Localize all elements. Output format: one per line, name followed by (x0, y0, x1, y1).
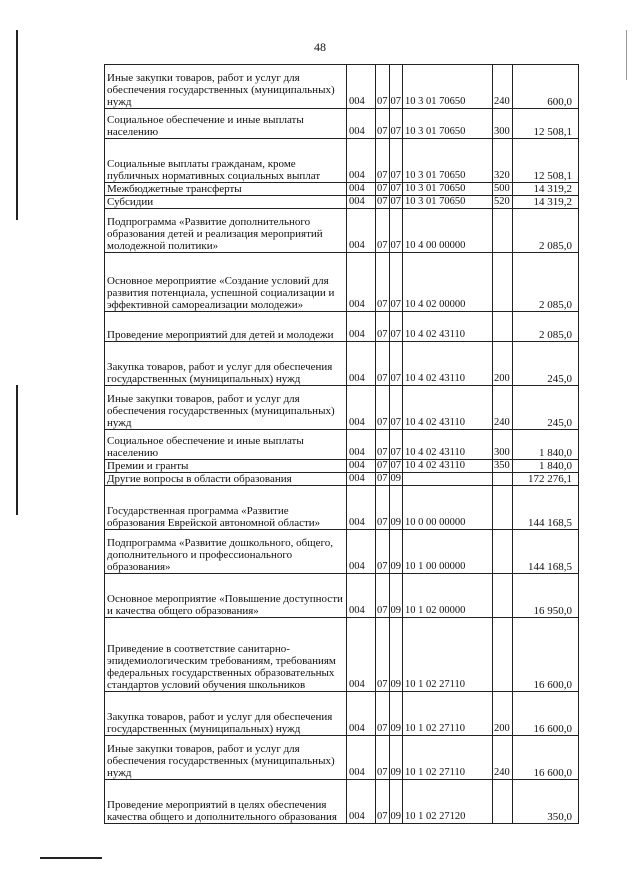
page-number: 48 (314, 40, 326, 54)
section-code: 07 (376, 109, 390, 139)
section-code: 07 (376, 430, 390, 460)
row-name: Межбюджетные трансферты (105, 183, 347, 196)
margin-rule-right (626, 30, 627, 80)
subsection-code: 07 (389, 139, 403, 183)
target-article-code: 10 1 00 00000 (403, 530, 493, 574)
subsection-code: 09 (389, 486, 403, 530)
expense-type-code: 350 (493, 460, 513, 473)
budget-table-body (105, 65, 579, 824)
expense-type-code (493, 312, 513, 342)
section-code: 07 (376, 342, 390, 386)
ministry-code: 004 (347, 196, 376, 209)
expense-type-code: 320 (493, 139, 513, 183)
row-name: Основное мероприятие «Создание условий для развития потенциала, успешной социализации и эффективной самореализации молодежи» (105, 253, 347, 312)
table-row (105, 386, 579, 430)
section-code: 07 (376, 574, 390, 618)
ministry-code: 004 (347, 312, 376, 342)
amount: 16 600,0 (513, 692, 579, 736)
target-article-code: 10 4 02 00000 (403, 253, 493, 312)
row-name: Социальное обеспечение и иные выплаты населению (105, 109, 347, 139)
expense-type-code (493, 486, 513, 530)
expense-type-code (493, 253, 513, 312)
subsection-code: 09 (389, 780, 403, 824)
table-row (105, 65, 579, 109)
expense-type-code: 520 (493, 196, 513, 209)
section-code: 07 (376, 386, 390, 430)
target-article-code: 10 3 01 70650 (403, 65, 493, 109)
section-code: 07 (376, 486, 390, 530)
section-code: 07 (377, 183, 388, 194)
target-article-code: 10 3 01 70650 (403, 196, 493, 209)
ministry-code: 004 (347, 65, 376, 109)
amount: 16 600,0 (513, 736, 579, 780)
section-code: 07 (376, 618, 390, 692)
amount: 245,0 (513, 342, 579, 386)
subsection-code: 09 (389, 530, 403, 574)
ministry-code: 004 (347, 473, 376, 486)
ministry-code: 004 (347, 460, 376, 473)
table-row (105, 139, 579, 183)
amount: 172 276,1 (513, 473, 579, 486)
subsection-code: 07 (389, 253, 403, 312)
amount: 16 600,0 (513, 618, 579, 692)
expense-type-code (493, 473, 513, 486)
row-name: Закупка товаров, работ и услуг для обеспечения государственных (муниципальных) нужд (105, 692, 347, 736)
section-code: 07 (376, 780, 390, 824)
amount: 14 319,2 (513, 196, 579, 209)
margin-rule-left-lower (16, 385, 18, 515)
subsection-code: 07 (390, 183, 401, 194)
row-name: Иные закупки товаров, работ и услуг для обеспечения государственных (муниципальных) нужд (105, 386, 347, 430)
target-article-code: 10 1 02 27110 (403, 736, 493, 780)
row-name: Субсидии (105, 196, 347, 209)
subsection-code: 07 (389, 65, 403, 109)
row-name: Другие вопросы в области образования (105, 473, 347, 486)
amount: 144 168,5 (513, 486, 579, 530)
expense-type-code: 240 (493, 65, 513, 109)
subsection-code: 07 (389, 386, 403, 430)
section-code: 07 (377, 473, 388, 484)
amount: 2 085,0 (513, 209, 579, 253)
table-row (105, 486, 579, 530)
ministry-code: 004 (347, 692, 376, 736)
table-row (105, 196, 579, 209)
row-name: Премии и гранты (105, 460, 347, 473)
target-article-code: 10 1 02 00000 (403, 574, 493, 618)
table-row (105, 109, 579, 139)
amount: 14 319,2 (513, 183, 579, 196)
target-article-code: 10 4 00 00000 (403, 209, 493, 253)
target-article-code: 10 1 02 27110 (403, 618, 493, 692)
subsection-code: 07 (389, 342, 403, 386)
target-article-code: 10 4 02 43110 (403, 312, 493, 342)
ministry-code: 004 (347, 780, 376, 824)
subsection-code: 07 (390, 196, 401, 207)
target-article-code: 10 4 02 43110 (403, 342, 493, 386)
ministry-code: 004 (347, 736, 376, 780)
subsection-code: 07 (389, 430, 403, 460)
expense-type-code: 500 (493, 183, 513, 196)
section-code: 07 (377, 460, 388, 471)
ministry-code: 004 (347, 574, 376, 618)
amount: 12 508,1 (513, 109, 579, 139)
target-article-code: 10 3 01 70650 (403, 109, 493, 139)
amount: 12 508,1 (513, 139, 579, 183)
amount: 144 168,5 (513, 530, 579, 574)
target-article-code: 10 4 02 43110 (403, 386, 493, 430)
row-name: Государственная программа «Развитие образования Еврейской автономной области» (105, 486, 347, 530)
subsection-code: 07 (389, 312, 403, 342)
row-name: Подпрограмма «Развитие дошкольного, общего, дополнительного и профессионального образования» (105, 530, 347, 574)
table-row (105, 618, 579, 692)
target-article-code: 10 4 02 43110 (403, 460, 493, 473)
target-article-code: 10 4 02 43110 (403, 430, 493, 460)
target-article-code: 10 3 01 70650 (403, 183, 493, 196)
row-name: Основное мероприятие «Повышение доступности и качества общего образования» (105, 574, 347, 618)
subsection-code: 09 (389, 574, 403, 618)
section-code: 07 (376, 692, 390, 736)
target-article-code: 10 3 01 70650 (403, 139, 493, 183)
expense-type-code: 240 (493, 736, 513, 780)
expense-type-code (493, 780, 513, 824)
row-name: Социальное обеспечение и иные выплаты населению (105, 430, 347, 460)
section-code: 07 (376, 209, 390, 253)
amount: 350,0 (513, 780, 579, 824)
margin-rule-left (16, 30, 18, 220)
subsection-code: 09 (389, 618, 403, 692)
ministry-code: 004 (347, 430, 376, 460)
ministry-code: 004 (347, 209, 376, 253)
row-name: Проведение мероприятий для детей и молодежи (105, 312, 347, 342)
row-name: Иные закупки товаров, работ и услуг для обеспечения государственных (муниципальных) нужд (105, 736, 347, 780)
expense-type-code (493, 618, 513, 692)
amount: 600,0 (513, 65, 579, 109)
section-code: 07 (376, 253, 390, 312)
section-code: 07 (376, 530, 390, 574)
ministry-code: 004 (347, 342, 376, 386)
target-article-code: 10 1 02 27120 (403, 780, 493, 824)
section-code: 07 (376, 65, 390, 109)
table-row (105, 574, 579, 618)
amount: 245,0 (513, 386, 579, 430)
ministry-code: 004 (347, 183, 376, 196)
ministry-code: 004 (347, 618, 376, 692)
subsection-code: 09 (389, 736, 403, 780)
target-article-code: 10 0 00 00000 (403, 486, 493, 530)
expense-type-code (493, 574, 513, 618)
table-row (105, 530, 579, 574)
table-row (105, 430, 579, 460)
amount: 2 085,0 (513, 253, 579, 312)
expense-type-code: 300 (493, 430, 513, 460)
section-code: 07 (376, 736, 390, 780)
table-row (105, 342, 579, 386)
expense-type-code: 240 (493, 386, 513, 430)
subsection-code: 09 (390, 473, 401, 484)
table-row (105, 253, 579, 312)
amount: 1 840,0 (513, 430, 579, 460)
table-row (105, 460, 579, 473)
subsection-code: 09 (389, 692, 403, 736)
amount: 16 950,0 (513, 574, 579, 618)
target-article-code (403, 473, 493, 486)
amount: 2 085,0 (513, 312, 579, 342)
table-row (105, 692, 579, 736)
table-row (105, 473, 579, 486)
expense-type-code: 300 (493, 109, 513, 139)
table-row (105, 312, 579, 342)
footer-rule (40, 857, 102, 859)
expense-type-code: 200 (493, 342, 513, 386)
expense-type-code (493, 209, 513, 253)
row-name: Подпрограмма «Развитие дополнительного образования детей и реализация мероприятий молодежной политики» (105, 209, 347, 253)
row-name: Социальные выплаты гражданам, кроме публичных нормативных социальных выплат (105, 139, 347, 183)
ministry-code: 004 (347, 530, 376, 574)
target-article-code: 10 1 02 27110 (403, 692, 493, 736)
ministry-code: 004 (347, 486, 376, 530)
ministry-code: 004 (347, 253, 376, 312)
section-code: 07 (377, 196, 388, 207)
subsection-code: 07 (389, 109, 403, 139)
subsection-code: 07 (389, 209, 403, 253)
row-name: Проведение мероприятий в целях обеспечения качества общего и дополнительного образования (105, 780, 347, 824)
table-row (105, 780, 579, 824)
table-row (105, 209, 579, 253)
row-name: Закупка товаров, работ и услуг для обеспечения государственных (муниципальных) нужд (105, 342, 347, 386)
amount: 1 840,0 (513, 460, 579, 473)
subsection-code: 07 (390, 460, 401, 471)
ministry-code: 004 (347, 386, 376, 430)
section-code: 07 (376, 139, 390, 183)
ministry-code: 004 (347, 139, 376, 183)
expense-type-code (493, 530, 513, 574)
row-name: Иные закупки товаров, работ и услуг для обеспечения государственных (муниципальных) нужд (105, 65, 347, 109)
table-row (105, 183, 579, 196)
section-code: 07 (376, 312, 390, 342)
row-name: Приведение в соответствие санитарно-эпидемиологическим требованиям, требованиям федеральных государственных образовательных стандартов условий обучения школьников (105, 618, 347, 692)
table-row (105, 736, 579, 780)
budget-table (104, 64, 579, 824)
expense-type-code: 200 (493, 692, 513, 736)
ministry-code: 004 (347, 109, 376, 139)
